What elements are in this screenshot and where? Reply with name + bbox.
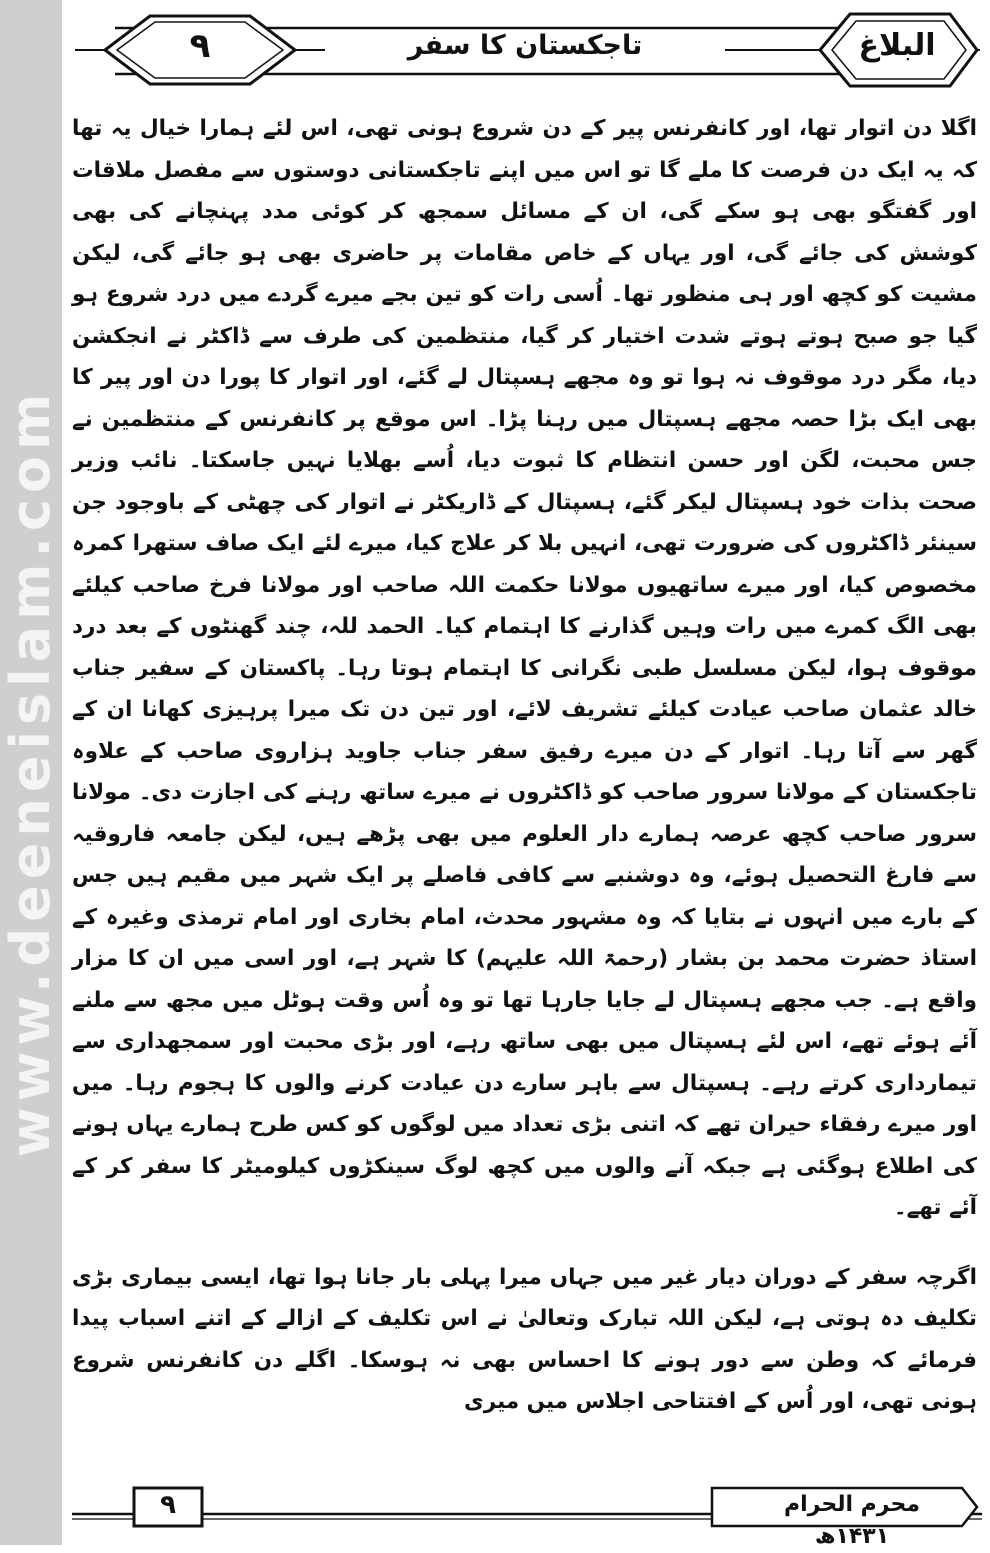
header-page-number: ۹ <box>189 26 211 66</box>
paragraph: اگرچہ سفر کے دوران دیار غیر میں جہاں میرا پہلی بار جانا ہوا تھا، ایسی بیماری بڑی تکلیف دہ ہوتی ہے، لیکن اللہ تبارک وتعالیٰ نے اس تکلیف کے ازالے کے اتنے اسباب پیدا فرمائے کہ وطن سے دور ہونے کا احساس بھی نہ ہوسکا۔ اگلے دن کانفرنس شروع ہونی تھی، اور اُس کے افتتاحی اجلاس میں میری <box>72 1264 977 1414</box>
issue-date: محرم الحرام ۱۴۳۱ھ <box>784 1492 920 1549</box>
article-title: تاجکستان کا سفر <box>407 30 643 61</box>
footer-page-number: ۹ <box>160 1490 176 1520</box>
page-footer <box>72 1480 982 1549</box>
magazine-logo: البلاغ <box>858 28 936 63</box>
paragraph: اگلا دن اتوار تھا، اور کانفرنس پیر کے دن شروع ہونی تھی، اس لئے ہمارا خیال یہ تھا کہ یہ ایک دن فرصت کا ملے گا تو اس میں اپنے تاجکستانی دوستوں سے مفصل ملاقات اور گفتگو بھی ہو سکے گی، ان کے مسائل سمجھ کر کوئی مدد پہنچانے کی بھی کوشش کی جائے گی، اور یہاں کے خاص مقامات پر حاضری بھی ہو جائے گی، لیکن مشیت کو کچھ اور ہی منظور تھا۔ اُسی رات کو تین بجے میرے گردے میں درد شروع ہو گیا جو صبح ہوتے ہوتے شدت اختیار کر گیا، منتظمین کی طرف سے ڈاکٹر نے انجکشن دیا، مگر درد موقوف نہ ہوا تو وہ مجھے ہسپتال لے گئے، اور اتوار کا پورا دن اور پیر کا بھی ایک بڑا حصہ مجھے ہسپتال میں رہنا پڑا۔ اس موقع پر کانفرنس کے منتظمین نے جس محبت، لگن اور حسن انتظام کا ثبوت دیا، اُسے بھلایا نہیں جاسکتا۔ نائب وزیر صحت بذات خود ہسپتال لیکر گئے، ہسپتال کے ڈاریکٹر نے اتوار کی چھٹی کے باوجود جن سینئر ڈاکٹروں کی ضرورت تھی، انہیں بلا کر علاج کیا، میرے لئے ایک صاف ستھرا کمرہ مخصوص کیا، اور میرے ساتھیوں مولانا حکمت اللہ صاحب اور مولانا فرخ صاحب کیلئے بھی الگ کمرے میں رات وہیں گذارنے کا اہتمام کیا۔ الحمد للہ، چند گھنٹوں کے بعد درد موقوف ہوا، لیکن مسلسل طبی نگرانی کا اہتمام ہوتا رہا۔ پاکستان کے سفیر جناب خالد عثمان صاحب عیادت کیلئے تشریف لائے، اور تین دن تک میرا پرہیزی کھانا ان کے گھر سے آتا رہا۔ اتوار کے دن میرے رفیق سفر جناب جاوید ہزاروی صاحب کے علاوہ تاجکستان کے مولانا سرور صاحب کو ڈاکٹروں نے میرے ساتھ رہنے کی اجازت دی۔ مولانا سرور صاحب کچھ عرصہ ہمارے دار العلوم میں بھی پڑھے ہیں، لیکن جامعہ فاروقیہ سے فارغ التحصیل ہوئے، وہ دوشنبے سے کافی فاصلے پر ایک شہر میں مقیم ہیں جس کے بارے میں انہوں نے بتایا کہ وہ مشہور محدث، امام بخاری اور امام ترمذی وغیرہ کے استاذ حضرت محمد بن بشار (رحمۃ اللہ علیہم) کا شہر ہے، اور اسی میں ان کا مزار واقع ہے۔ جب مجھے ہسپتال لے جایا جارہا تھا تو وہ اُس وقت ہوٹل میں مجھ سے ملنے آئے ہوئے تھے، اس لئے ہسپتال میں بھی ساتھ رہے، اور بڑی محبت اور سمجھداری سے تیمارداری کرتے رہے۔ ہسپتال سے باہر سارے دن عیادت کرنے والوں کا ہجوم رہا۔ میں اور میرے رفقاء حیران تھے کہ اتنی بڑی تعداد میں لوگوں کو کس طرح ہمارے یہاں ہونے کی اطلاع ہوگئی ہے جبکہ آنے والوں میں کچھ لوگ سینکڑوں کیلومیٹر کا سفر کر کے آئے تھے۔ <box>72 116 977 1220</box>
sidebar-watermark-strip <box>0 0 62 1545</box>
page-header <box>75 8 980 93</box>
website-watermark: www.deeneislam.com <box>0 387 63 1158</box>
article-body <box>72 108 977 1423</box>
